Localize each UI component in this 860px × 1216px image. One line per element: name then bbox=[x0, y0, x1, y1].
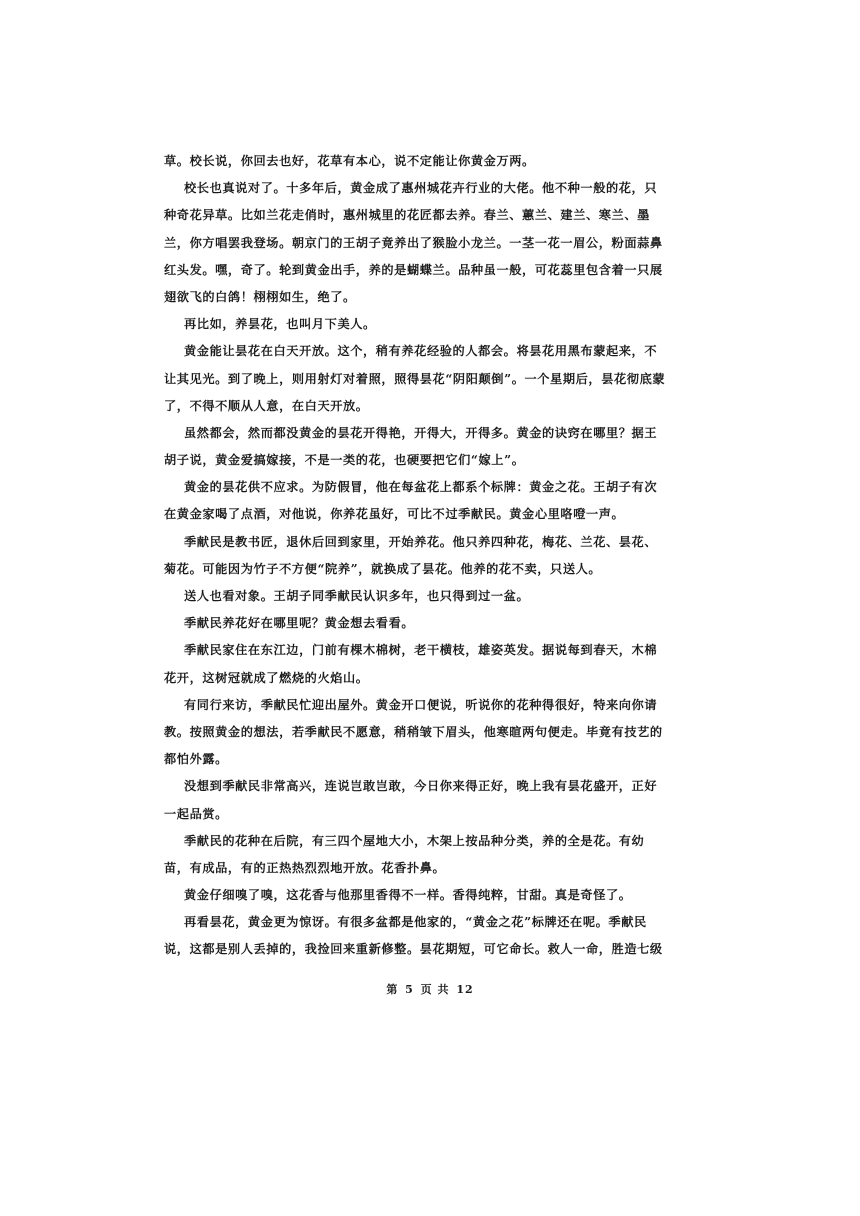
text-line: 菊花。可能因为竹子不方便“院养”，就换成了昙花。他养的花不卖，只送人。 bbox=[164, 561, 602, 576]
text-line: 花开，这树冠就成了燃烧的火焰山。 bbox=[164, 670, 369, 685]
text-line: 种奇花异草。比如兰花走俏时，惠州城里的花匠都去养。春兰、蕙兰、建兰、寒兰、墨 bbox=[164, 208, 650, 223]
text-line: 草。校长说，你回去也好，花草有本心，说不定能让你黄金万两。 bbox=[164, 154, 535, 168]
text-line: 黄金能让昙花在白天开放。这个，稍有养花经验的人都会。将昙花用黑布蒙起来，不 bbox=[184, 344, 658, 359]
footer-prefix: 第 bbox=[386, 983, 399, 996]
page-footer bbox=[0, 981, 860, 997]
text-line: 了，不得不顺从人意，在白天开放。 bbox=[164, 398, 369, 413]
text-line: 教。按照黄金的想法，若季献民不愿意，稍稍皱下眉头，他寒暄两句便走。毕竟有技艺的 bbox=[164, 724, 663, 739]
text-line: 一起品赏。 bbox=[164, 806, 228, 821]
text-line: 红头发。嘿，奇了。轮到黄金出手，养的是蝴蝶兰。品种虽一般，可花蕊里包含着一只展 bbox=[164, 262, 663, 277]
text-line: 在黄金家喝了点酒，对他说，你养花虽好，可比不过季献民。黄金心里咯噔一声。 bbox=[164, 507, 625, 522]
text-line: 让其见光。到了晚上，则用射灯对着照，照得昙花“阴阳颠倒”。一个星期后，昙花彻底蒙 bbox=[164, 371, 666, 386]
text-line: 季献民的花种在后院，有三四个屋地大小，木架上按品种分类，养的全是花。有幼 bbox=[184, 833, 645, 848]
text-line: 说，这都是别人丢掉的，我捡回来重新修整。昙花期短，可它命长。救人一命，胜造七级 bbox=[164, 942, 663, 957]
text-line: 苗，有成品，有的正热热烈烈地开放。花香扑鼻。 bbox=[164, 860, 446, 875]
footer-middle: 页 共 bbox=[420, 983, 450, 996]
text-line: 有同行来访，季献民忙迎出屋外。黄金开口便说，听说你的花种得很好，特来向你请 bbox=[184, 697, 658, 712]
text-line: 再看昙花，黄金更为惊讶。有很多盆都是他家的，“黄金之花”标牌还在呢。季献民 bbox=[184, 915, 647, 930]
text-line: 翅欲飞的白鸽！栩栩如生，绝了。 bbox=[164, 289, 356, 304]
footer-total-pages: 12 bbox=[456, 983, 474, 996]
footer-page-number: 5 bbox=[405, 983, 414, 996]
text-line: 虽然都会，然而都没黄金的昙花开得艳，开得大，开得多。黄金的诀窍在哪里？据王 bbox=[184, 425, 658, 440]
text-line: 季献民养花好在哪里呢？黄金想去看看。 bbox=[184, 616, 415, 631]
text-line: 兰，你方唱罢我登场。朝京门的王胡子竟养出了猴脸小龙兰。一茎一花一眉公，粉面蒜鼻 bbox=[164, 235, 663, 250]
text-line: 胡子说，黄金爱搞嫁接，不是一类的花，也硬要把它们“嫁上”。 bbox=[164, 453, 525, 468]
body-text bbox=[164, 148, 684, 964]
text-line: 黄金仔细嗅了嗅，这花香与他那里香得不一样。香得纯粹，甘甜。真是奇怪了。 bbox=[184, 888, 632, 903]
text-line: 季献民是教书匠，退休后回到家里，开始养花。他只养四种花，梅花、兰花、昙花、 bbox=[184, 534, 658, 549]
text-line: 送人也看对象。王胡子同季献民认识多年，也只得到过一盆。 bbox=[184, 589, 530, 603]
text-line: 都怕外露。 bbox=[164, 752, 228, 767]
text-line: 季献民家住在东江边，门前有棵木棉树，老干横枝，雄姿英发。据说每到春天，木棉 bbox=[184, 643, 658, 658]
text-line: 校长也真说对了。十多年后，黄金成了惠州城花卉行业的大佬。他不种一般的花，只 bbox=[184, 181, 658, 196]
text-line: 再比如，养昙花，也叫月下美人。 bbox=[184, 317, 376, 332]
text-line: 没想到季献民非常高兴，连说岂敢岂敢，今日你来得正好，晚上我有昙花盛开，正好 bbox=[184, 779, 658, 794]
text-line: 黄金的昙花供不应求。为防假冒，他在每盆花上都系个标牌：黄金之花。王胡子有次 bbox=[184, 480, 658, 495]
